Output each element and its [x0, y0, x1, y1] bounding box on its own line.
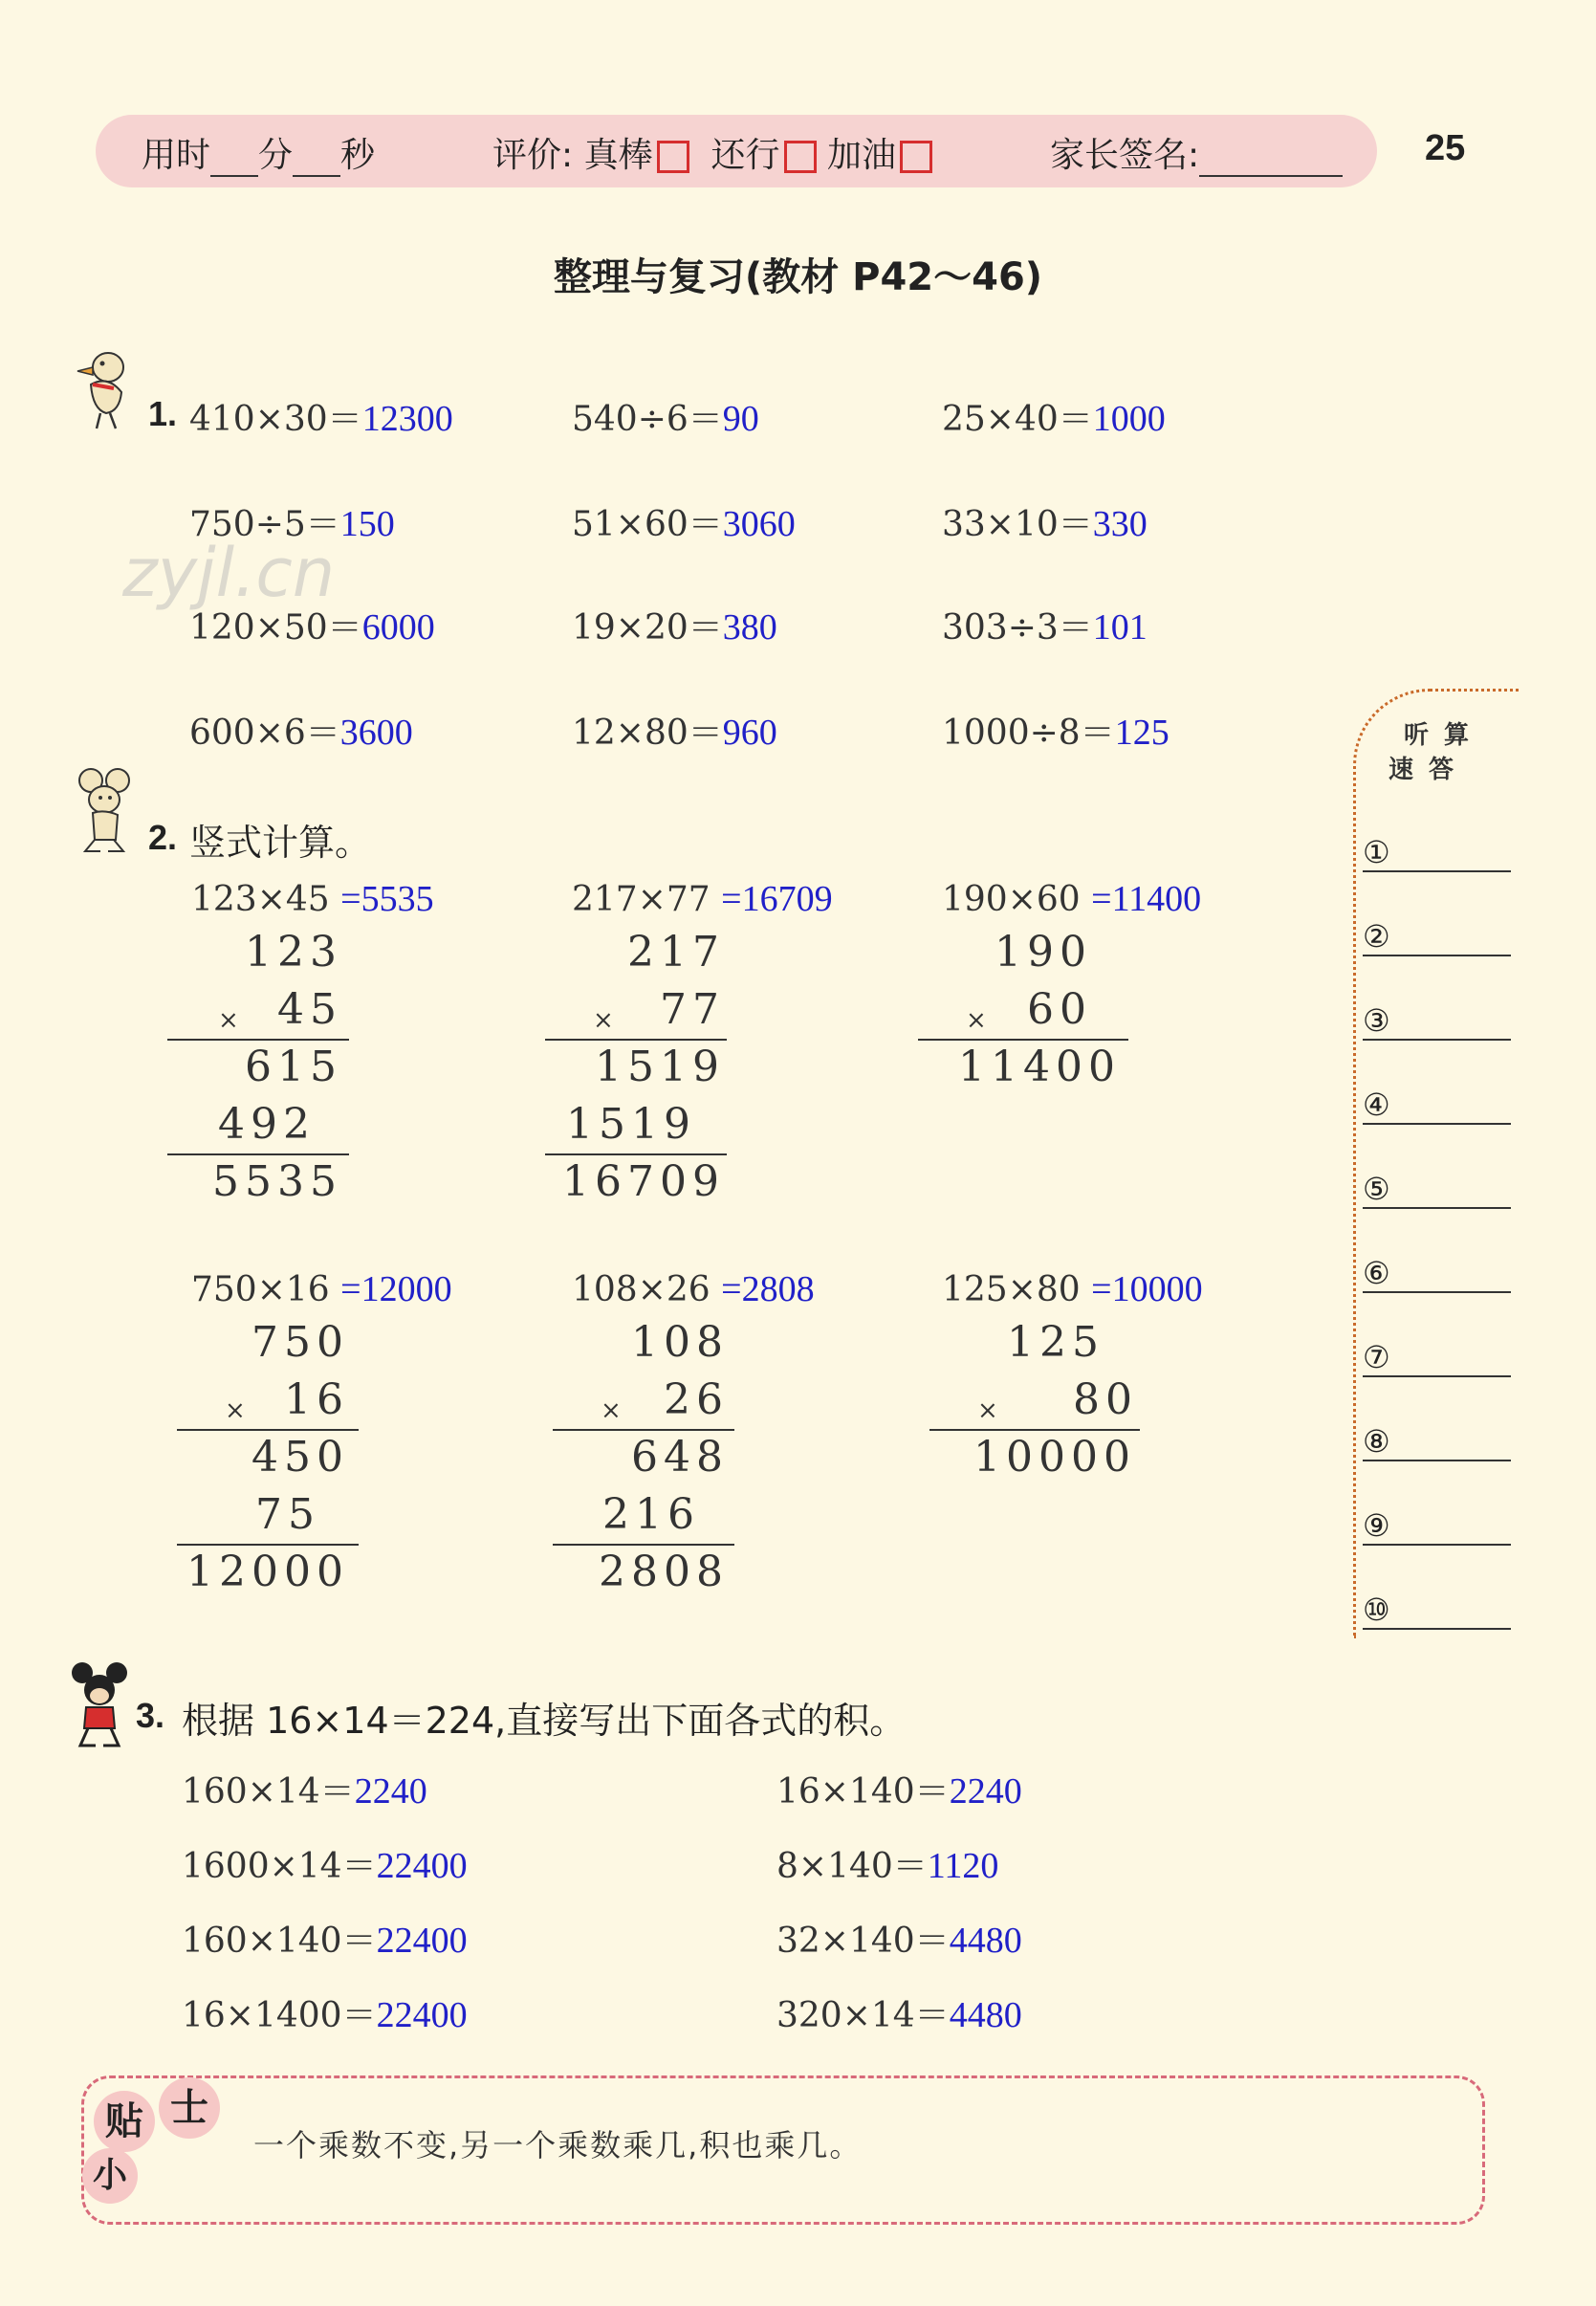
q2-p4-line-2 — [177, 1544, 359, 1546]
q2-p5-times-sign: × — [601, 1396, 622, 1425]
q2-problem-5: 108×26 =2808 — [572, 1269, 815, 1309]
q3-answer-1: 2240 — [354, 1771, 427, 1812]
q2-problem-6: 125×80 =10000 — [942, 1269, 1203, 1309]
side-title-char-1: 听 — [1404, 721, 1430, 750]
parent-signature-blank[interactable] — [1199, 141, 1343, 177]
q3-answer-4: 1120 — [927, 1846, 999, 1886]
q2-p2-result: 16709 — [562, 1157, 725, 1206]
q1-answer-3: 1000 — [1092, 399, 1166, 439]
seconds-blank[interactable] — [293, 141, 340, 177]
side-item-8: ⑧ — [1363, 1423, 1390, 1460]
parent-signature-label: 家长签名: — [1050, 136, 1200, 175]
q2-problem-2: 217×77 =16709 — [572, 879, 833, 919]
side-item-6: ⑥ — [1363, 1255, 1390, 1291]
q1-item-1: 410×30＝12300 — [189, 399, 453, 439]
q2-p4-line-1 — [177, 1429, 359, 1431]
q1-answer-4: 150 — [339, 504, 395, 544]
eval-option-great: 真棒 — [583, 136, 653, 175]
q3-answer-3: 22400 — [376, 1846, 468, 1886]
duck-mascot-icon — [72, 346, 134, 432]
q2-p1-multiplier: 45 — [277, 985, 342, 1034]
side-answer-line-6[interactable] — [1363, 1291, 1511, 1293]
q1-item-7: 120×50＝6000 — [189, 607, 435, 648]
mickey-mascot-icon — [67, 1659, 134, 1750]
q1-answer-12: 125 — [1114, 713, 1170, 753]
side-answer-line-1[interactable] — [1363, 870, 1511, 872]
q2-p4-multiplicand: 750 — [251, 1318, 349, 1367]
q2-p3-multiplicand: 190 — [995, 928, 1092, 977]
q2-p6-times-sign: × — [977, 1396, 998, 1425]
q2-p4-result: 12000 — [186, 1548, 349, 1596]
q3-answer-8: 4480 — [949, 1995, 1022, 2035]
q3-item-6: 32×140＝4480 — [776, 1921, 1022, 1961]
time-label: 用时 — [142, 136, 211, 175]
q2-problem-4: 750×16 =12000 — [191, 1269, 452, 1309]
q2-p3-result: 11400 — [958, 1043, 1121, 1091]
q2-p3-times-sign: × — [966, 1006, 987, 1035]
side-item-4: ④ — [1363, 1087, 1390, 1123]
q2-answer-6: =10000 — [1091, 1269, 1203, 1309]
tip-badge-char-2: 士 — [159, 2077, 220, 2139]
q2-p1-line-2 — [167, 1153, 349, 1155]
side-answer-line-4[interactable] — [1363, 1123, 1511, 1125]
tip-text: 一个乘数不变,另一个乘数乘几,积也乘几。 — [253, 2127, 863, 2163]
evaluation-field — [492, 128, 932, 177]
q3-item-3: 1600×14＝22400 — [182, 1846, 468, 1886]
q1-item-2: 540÷6＝90 — [572, 399, 759, 439]
q2-p5-multiplier: 26 — [664, 1375, 729, 1424]
q3-item-4: 8×140＝1120 — [776, 1846, 999, 1886]
side-item-7: ⑦ — [1363, 1339, 1390, 1375]
q1-answer-5: 3060 — [722, 504, 796, 544]
side-item-10: ⑩ — [1363, 1592, 1390, 1628]
side-title-char-3: 速 — [1388, 756, 1414, 784]
q2-problem-1: 123×45 =5535 — [191, 879, 434, 919]
q1-answer-9: 101 — [1092, 607, 1148, 648]
q2-p1-partial-1: 615 — [245, 1043, 342, 1091]
q1-item-6: 33×10＝330 — [942, 504, 1148, 544]
seconds-label: 秒 — [340, 136, 376, 175]
q1-item-11: 12×80＝960 — [572, 713, 777, 753]
q3-instruction: 根据 16×14＝224,直接写出下面各式的积。 — [182, 1700, 907, 1742]
q2-p6-line-1 — [929, 1429, 1140, 1431]
time-field — [142, 128, 375, 177]
q1-item-8: 19×20＝380 — [572, 607, 777, 648]
q2-p1-times-sign: × — [218, 1006, 239, 1035]
q2-p4-partial-2: 75 — [255, 1490, 320, 1539]
mouse-mascot-icon — [72, 765, 139, 856]
q2-p6-multiplier: 80 — [1073, 1375, 1138, 1424]
q2-p5-result: 2808 — [599, 1548, 729, 1596]
side-answer-line-7[interactable] — [1363, 1375, 1511, 1377]
q2-problem-3: 190×60 =11400 — [942, 879, 1202, 919]
q2-p4-multiplier: 16 — [284, 1375, 349, 1424]
page-number: 25 — [1425, 128, 1466, 168]
q2-p4-times-sign: × — [225, 1396, 246, 1425]
eval-option-ok: 还行 — [711, 136, 780, 175]
side-item-3: ③ — [1363, 1002, 1390, 1039]
eval-checkbox-tryharder[interactable] — [900, 141, 932, 173]
q1-item-9: 303÷3＝101 — [942, 607, 1148, 648]
listen-calc-panel — [1353, 689, 1519, 1638]
side-title-char-4: 答 — [1429, 756, 1454, 784]
side-answer-line-2[interactable] — [1363, 955, 1511, 956]
q3-item-1: 160×14＝2240 — [182, 1771, 427, 1812]
q2-p5-line-1 — [553, 1429, 734, 1431]
q3-answer-5: 22400 — [376, 1921, 468, 1961]
minutes-blank[interactable] — [210, 141, 258, 177]
eval-option-tryharder: 加油 — [826, 136, 896, 175]
q1-answer-1: 12300 — [361, 399, 453, 439]
q1-item-4: 750÷5＝150 — [189, 504, 395, 544]
q2-p2-line-2 — [545, 1153, 727, 1155]
q1-answer-10: 3600 — [339, 713, 413, 753]
q2-p5-partial-1: 648 — [631, 1433, 729, 1482]
minutes-label: 分 — [258, 136, 294, 175]
q1-item-3: 25×40＝1000 — [942, 399, 1166, 439]
q2-answer-3: =11400 — [1091, 879, 1202, 919]
side-answer-line-8[interactable] — [1363, 1460, 1511, 1461]
q2-p1-line-1 — [167, 1039, 349, 1041]
q2-p6-multiplicand: 125 — [1007, 1318, 1104, 1367]
side-item-5: ⑤ — [1363, 1171, 1390, 1207]
q2-p6-result: 10000 — [973, 1433, 1136, 1482]
q3-answer-2: 2240 — [949, 1771, 1022, 1812]
q1-answer-8: 380 — [722, 607, 777, 648]
q2-p1-multiplicand: 123 — [245, 928, 342, 977]
q2-number: 2. — [148, 818, 178, 857]
q2-p5-multiplicand: 108 — [631, 1318, 729, 1367]
q3-item-8: 320×14＝4480 — [776, 1995, 1022, 2035]
tip-badge-char-3: 小 — [82, 2148, 138, 2204]
q3-item-2: 16×140＝2240 — [776, 1771, 1022, 1812]
side-answer-line-5[interactable] — [1363, 1207, 1511, 1209]
q3-answer-7: 22400 — [376, 1995, 468, 2035]
eval-checkbox-ok[interactable] — [784, 141, 817, 173]
q2-instruction: 竖式计算。 — [189, 822, 372, 864]
q1-item-12: 1000÷8＝125 — [942, 713, 1170, 753]
page-title: 整理与复习(教材 P42～46) — [553, 255, 1043, 299]
q2-answer-1: =5535 — [340, 879, 434, 919]
q2-answer-4: =12000 — [340, 1269, 452, 1309]
q2-p2-times-sign: × — [593, 1006, 614, 1035]
eval-checkbox-great[interactable] — [657, 141, 689, 173]
q1-answer-6: 330 — [1092, 504, 1148, 544]
q1-answer-2: 90 — [722, 399, 759, 439]
q1-answer-7: 6000 — [361, 607, 435, 648]
side-item-2: ② — [1363, 918, 1390, 955]
q2-p5-partial-2: 216 — [602, 1490, 700, 1539]
side-title-char-2: 算 — [1444, 721, 1470, 750]
q3-item-5: 160×140＝22400 — [182, 1921, 468, 1961]
side-item-1: ① — [1363, 834, 1390, 870]
q1-number: 1. — [148, 394, 178, 433]
q2-p3-multiplier: 60 — [1027, 985, 1092, 1034]
q3-item-7: 16×1400＝22400 — [182, 1995, 468, 2035]
evaluation-label: 评价: — [492, 136, 574, 175]
q2-p2-multiplicand: 217 — [627, 928, 725, 977]
q1-answer-11: 960 — [722, 713, 777, 753]
q3-answer-6: 4480 — [949, 1921, 1022, 1961]
q2-p1-partial-2: 492 — [218, 1100, 316, 1149]
side-answer-line-9[interactable] — [1363, 1544, 1511, 1546]
q2-p5-line-2 — [553, 1544, 734, 1546]
q2-p2-multiplier: 77 — [660, 985, 725, 1034]
q2-answer-5: =2808 — [721, 1269, 815, 1309]
q2-p1-result: 5535 — [212, 1157, 342, 1206]
q1-item-10: 600×6＝3600 — [189, 713, 413, 753]
q2-p2-line-1 — [545, 1039, 727, 1041]
q2-p3-line-1 — [918, 1039, 1128, 1041]
q3-number: 3. — [136, 1696, 165, 1735]
q2-p2-partial-1: 1519 — [595, 1043, 725, 1091]
side-item-9: ⑨ — [1363, 1507, 1390, 1544]
q2-p4-partial-1: 450 — [251, 1433, 349, 1482]
side-answer-line-10[interactable] — [1363, 1628, 1511, 1630]
q1-item-5: 51×60＝3060 — [572, 504, 796, 544]
tip-badge-char-1: 贴 — [94, 2091, 155, 2152]
parent-signature-field — [1050, 128, 1343, 177]
side-answer-line-3[interactable] — [1363, 1039, 1511, 1041]
q2-p2-partial-2: 1519 — [566, 1100, 696, 1149]
q2-answer-2: =16709 — [721, 879, 833, 919]
watermark: zyjl.cn — [122, 534, 336, 612]
